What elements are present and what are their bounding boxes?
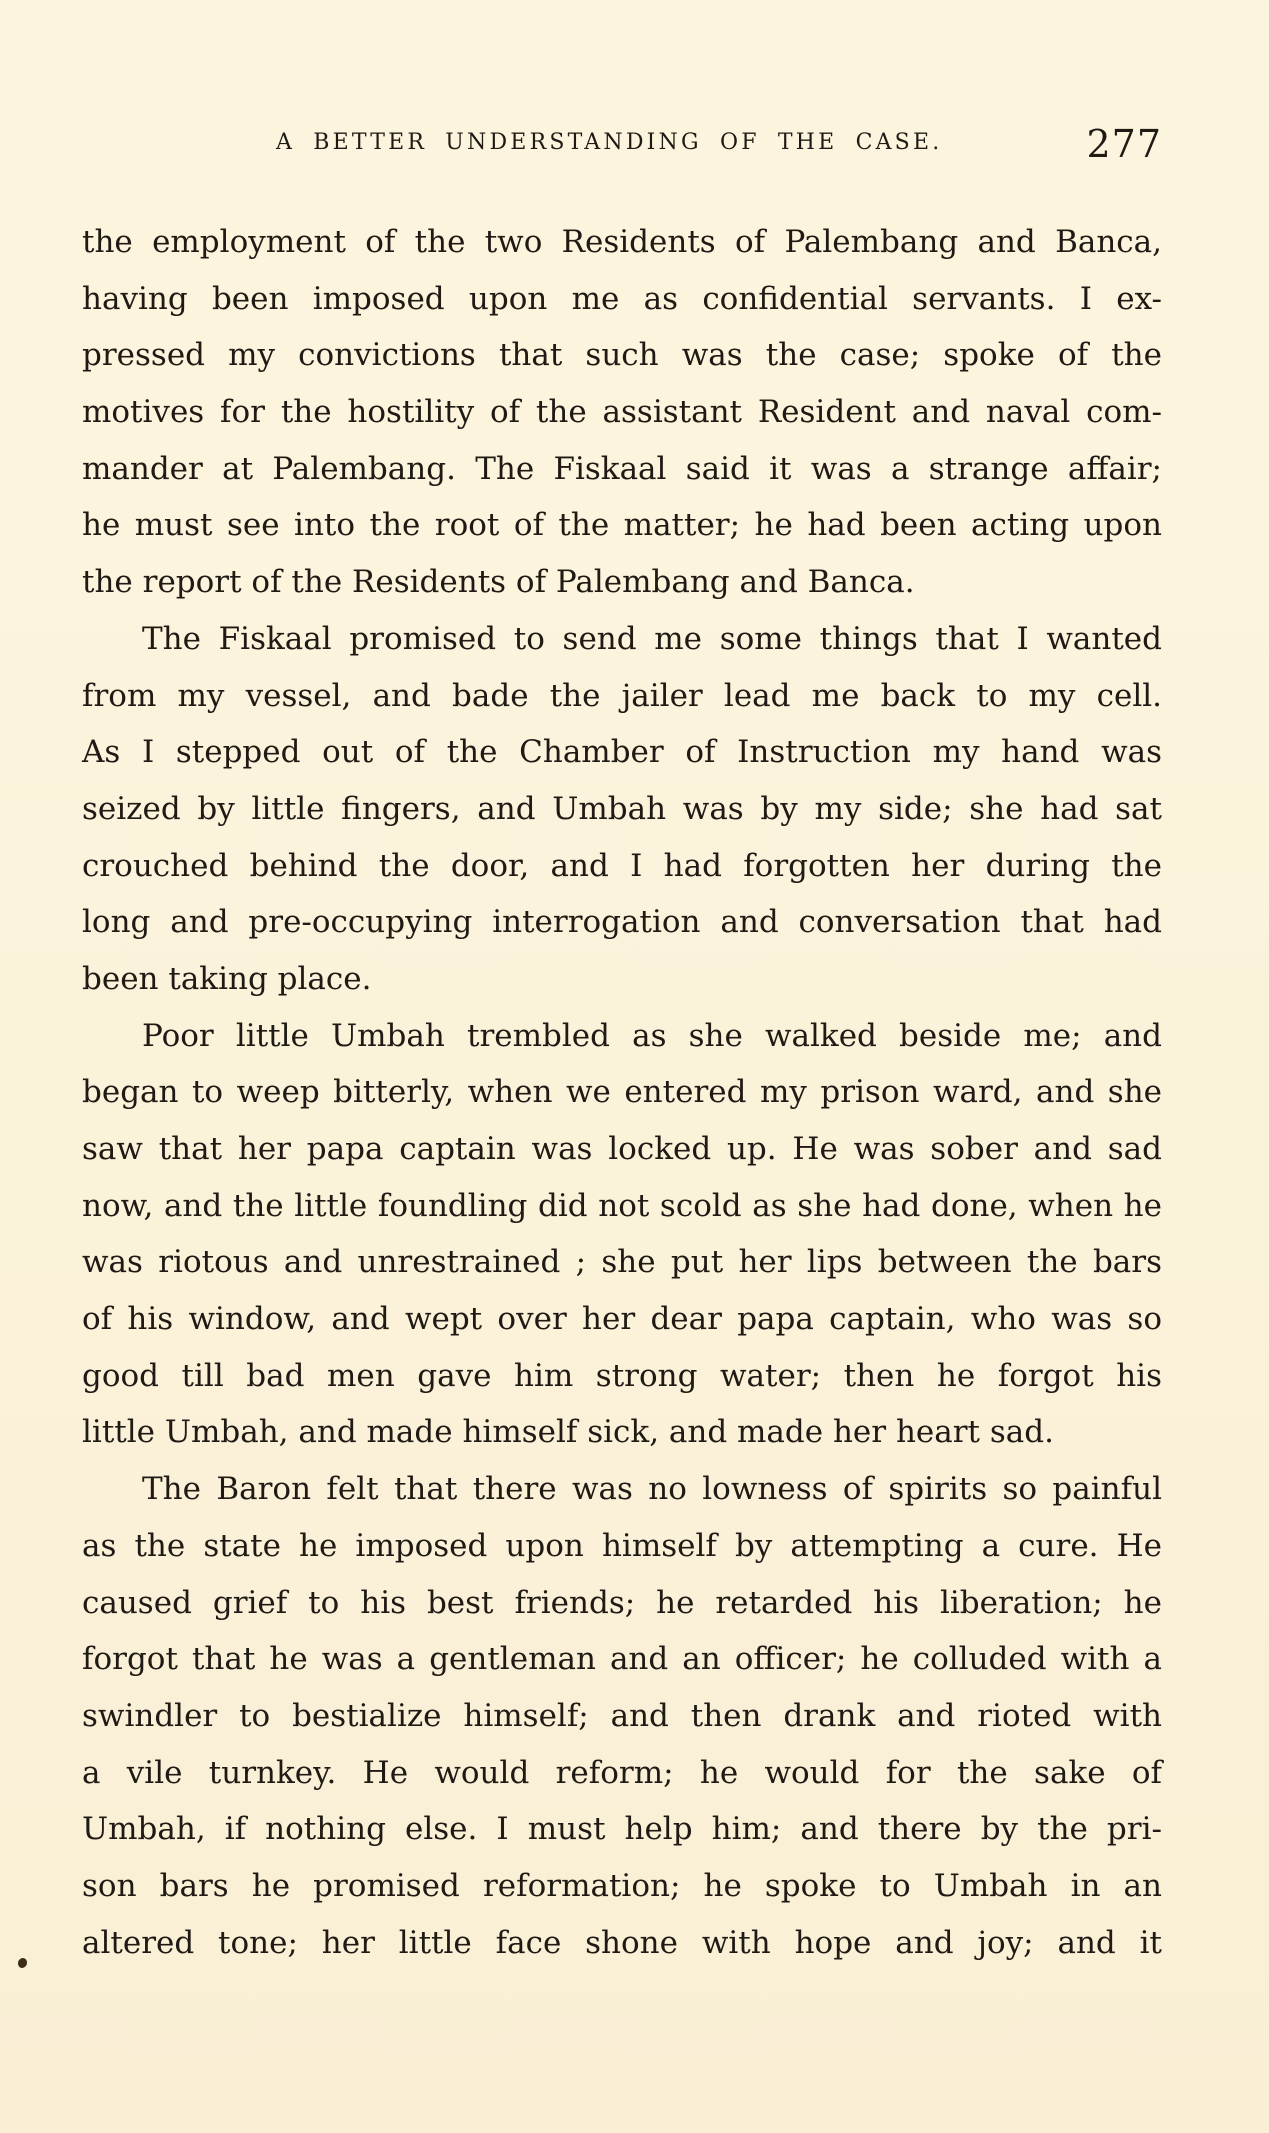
paragraph-start: Poor little Umbah trembled as she walked beside me; and: [142, 1017, 1162, 1054]
text-line: the employment of the two Residents of Palembang and Banca,: [82, 224, 1162, 260]
text-line: of his window, and wept over her dear papa captain, who was so: [82, 1301, 1162, 1338]
paragraph-start: The Baron felt that there was no lowness of spirits so painful: [142, 1471, 1162, 1508]
text-line: motives for the hostility of the assistant Resident and naval com-: [82, 394, 1162, 431]
text-line: forgot that he was a gentleman and an officer; he colluded with a: [82, 1641, 1162, 1678]
text-line: good till bad men gave him strong water; then he forgot his: [82, 1357, 1162, 1394]
running-title: A BETTER UNDERSTANDING OF THE CASE.: [276, 130, 943, 155]
text-line: As I stepped out of the Chamber of Instruction my hand was: [82, 734, 1162, 771]
paragraph-start: The Fiskaal promised to send me some things that I wanted: [142, 620, 1162, 657]
text-line: swindler to bestialize himself; and then drank and rioted with: [82, 1697, 1162, 1734]
ink-speck: [17, 1957, 29, 1969]
text-line: long and pre-occupying interrogation and conversation that had: [82, 904, 1162, 941]
text-line: began to weep bitterly, when we entered my prison ward, and she: [82, 1074, 1162, 1111]
body-text: [82, 214, 1162, 1971]
text-line: seized by little fingers, and Umbah was by my side; she had sat: [82, 790, 1162, 827]
text-line: altered tone; her little face shone with hope and joy; and it: [82, 1924, 1162, 1961]
text-line: crouched behind the door, and I had forgotten her during the: [82, 847, 1162, 884]
text-line: was riotous and unrestrained ; she put her lips between the bars: [82, 1244, 1162, 1281]
text-line: having been imposed upon me as confidential servants. I ex-: [82, 280, 1162, 317]
text-line: pressed my convictions that such was the case; spoke of the: [82, 337, 1162, 374]
text-line: been taking place.: [82, 960, 372, 997]
text-line: as the state he imposed upon himself by attempting a cure. He: [82, 1527, 1162, 1564]
text-line: the report of the Residents of Palembang and Banca.: [82, 564, 915, 601]
text-line: now, and the little foundling did not scold as she had done, when he: [82, 1187, 1162, 1224]
text-line: little Umbah, and made himself sick, and made her heart sad.: [82, 1414, 1054, 1451]
text-line: caused grief to his best friends; he retarded his liberation; he: [82, 1584, 1162, 1621]
text-line: mander at Palembang. The Fiskaal said it was a strange affair;: [82, 450, 1162, 487]
page-number: 277: [1086, 122, 1162, 166]
running-header: [82, 122, 1162, 166]
text-line: saw that her papa captain was locked up. He was sober and sad: [82, 1131, 1162, 1167]
text-line: from my vessel, and bade the jailer lead me back to my cell.: [82, 677, 1162, 714]
text-line: son bars he promised reformation; he spoke to Umbah in an: [82, 1867, 1162, 1904]
text-line: a vile turnkey. He would reform; he would for the sake of: [82, 1754, 1162, 1791]
text-line: Umbah, if nothing else. I must help him; and there by the pri-: [82, 1811, 1162, 1848]
text-line: he must see into the root of the matter; he had been acting upon: [82, 507, 1162, 544]
